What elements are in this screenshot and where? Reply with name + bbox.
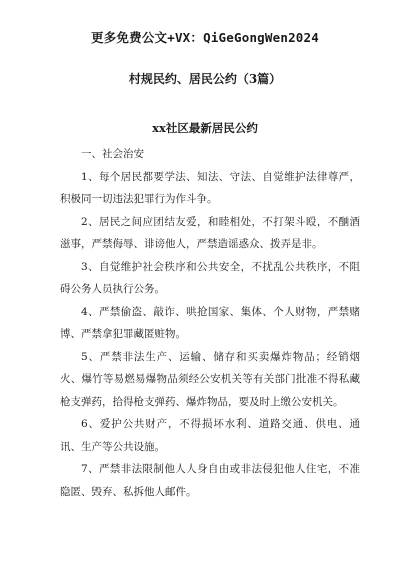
clause-3: 3、自觉维护社会秩序和公共安全，不扰乱公共秩序，不阻碍公务人员执行公务。 [60,260,360,295]
clause-5: 5、严禁非法生产、运输、储存和买卖爆炸物品；经销烟火、爆竹等易燃易爆物品须经公安机关等有关部门批准不得私藏枪支弹药，拾得枪支弹药、爆炸物品，要及时上缴公安机关。 [60,350,360,408]
section-heading-public-security: 一、社会治安 [81,148,144,160]
document-title: 村规民约、居民公约（3篇） [128,72,282,86]
clause-6: 6、爱护公共财产，不得损坏水利、道路交通、供电、通讯、生产等公共设施。 [60,418,360,453]
document-body [60,143,360,503]
section-title: xx社区最新居民公约 [152,121,258,135]
promo-header: 更多免费公文+VX：QiGeGongWen2024 [91,30,319,45]
clause-1: 1、每个居民都要学法、知法、守法、自觉维护法律尊严，积极同一切违法犯罪行为作斗争。 [60,170,360,205]
clause-4: 4、严禁偷盗、敲诈、哄抢国家、集体、个人财物，严禁赌博、严禁拿犯罪藏匿赃物。 [60,305,360,340]
clause-2: 2、居民之间应团结友爱，和睦相处，不打架斗殴，不酗酒滋事，严禁侮辱、诽谤他人，严禁造谣惑众、拨弄是非。 [60,215,360,250]
clause-7: 7、严禁非法限制他人人身自由或非法侵犯他人住宅，不准隐匿、毁弃、私拆他人邮件。 [60,463,360,498]
